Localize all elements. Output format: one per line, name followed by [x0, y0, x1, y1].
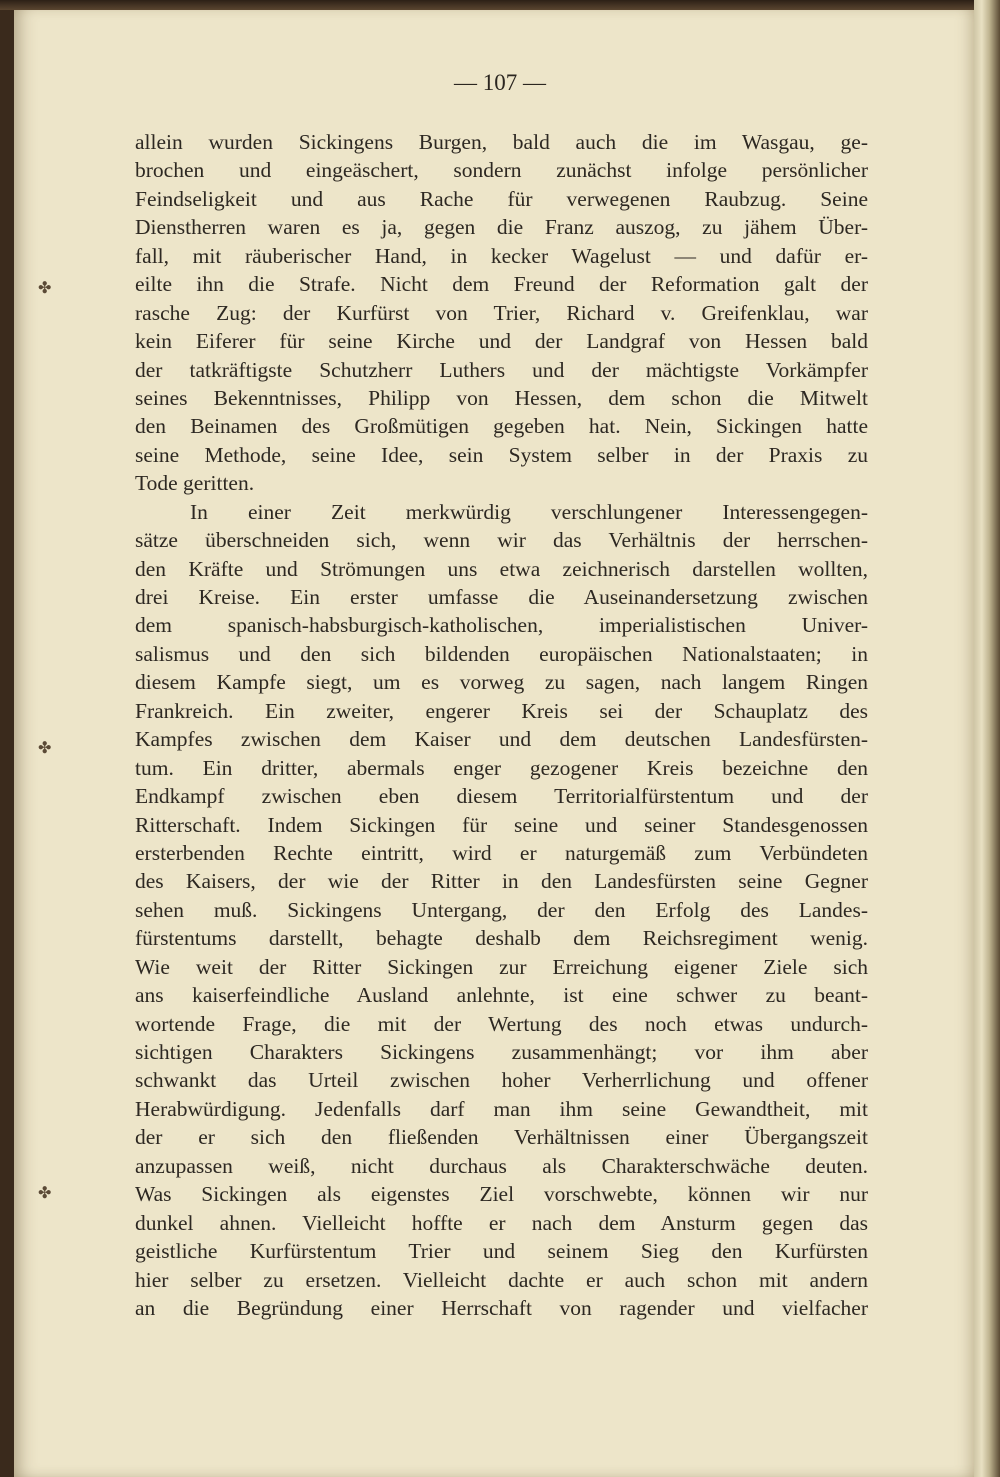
text-line: seine Methode, seine Idee, sein System selber in der Praxis zu: [135, 442, 868, 467]
text-line: brochen und eingeäschert, sondern zunächst infolge persönlicher: [135, 158, 868, 183]
text-line: Wie weit der Ritter Sickingen zur Erreichung eigener Ziele sich: [135, 954, 868, 979]
text-line: Endkampf zwischen eben diesem Territorialfürstentum und der: [135, 784, 868, 809]
body-text: [135, 128, 868, 1322]
text-line: fürstentums darstellt, behagte deshalb dem Reichsregiment wenig.: [135, 926, 868, 951]
text-line: kein Eiferer für seine Kirche und der Landgraf von Hessen bald: [135, 329, 868, 354]
text-line: Ritterschaft. Indem Sickingen für seine und seiner Standesgenossen: [135, 812, 868, 837]
book-page-edges: [974, 0, 1000, 1477]
text-line: hier selber zu ersetzen. Vielleicht dachte er auch schon mit andern: [135, 1267, 868, 1292]
text-line: an die Begründung einer Herrschaft von ragender und vielfacher: [135, 1295, 868, 1320]
text-line: In einer Zeit merkwürdig verschlungener Interessengegen-: [190, 499, 868, 524]
margin-mark-icon: ✤: [38, 1183, 52, 1202]
text-line: dunkel ahnen. Vielleicht hoffte er nach dem Ansturm gegen das: [135, 1210, 868, 1235]
text-line: geistliche Kurfürstentum Trier und seinem Sieg den Kurfürsten: [135, 1239, 868, 1264]
book-top-edge: [0, 0, 1000, 10]
text-line: sätze überschneiden sich, wenn wir das Verhältnis der herrschen-: [135, 528, 868, 553]
margin-mark-icon: ✤: [38, 738, 52, 757]
text-line: fall, mit räuberischer Hand, in kecker Wagelust — und dafür er-: [135, 243, 868, 268]
text-line: anzupassen weiß, nicht durchaus als Charakterschwäche deuten.: [135, 1153, 868, 1178]
text-line: Tode geritten.: [135, 471, 255, 496]
text-line: Kampfes zwischen dem Kaiser und dem deutschen Landesfürsten-: [135, 727, 868, 752]
text-line: Was Sickingen als eigenstes Ziel vorschwebte, können wir nur: [135, 1182, 868, 1207]
text-line: Frankreich. Ein zweiter, engerer Kreis sei der Schauplatz des: [135, 698, 868, 723]
page-number: — 107 —: [454, 70, 546, 95]
text-line: sehen muß. Sickingens Untergang, der den Erfolg des Landes-: [135, 897, 868, 922]
text-line: den Kräfte und Strömungen uns etwa zeichnerisch darstellen wollten,: [135, 556, 868, 581]
text-line: des Kaisers, der wie der Ritter in den Landesfürsten seine Gegner: [135, 869, 868, 894]
text-line: tum. Ein dritter, abermals enger gezogener Kreis bezeichne den: [135, 755, 868, 780]
text-line: allein wurden Sickingens Burgen, bald auch die im Wasgau, ge-: [135, 130, 868, 154]
text-line: ersterbenden Rechte eintritt, wird er naturgemäß zum Verbündeten: [135, 840, 868, 865]
text-line: diesem Kampfe siegt, um es vorweg zu sagen, nach langem Ringen: [135, 670, 868, 695]
text-line: Herabwürdigung. Jedenfalls darf man ihm seine Gewandtheit, mit: [135, 1096, 868, 1121]
text-line: schwankt das Urteil zwischen hoher Verherrlichung und offener: [135, 1068, 868, 1093]
text-line: Dienstherren waren es ja, gegen die Franz auszog, zu jähem Über-: [135, 215, 868, 240]
text-line: eilte ihn die Strafe. Nicht dem Freund der Reformation galt der: [135, 272, 868, 297]
text-line: dem spanisch-habsburgisch-katholischen, imperialistischen Univer-: [135, 613, 868, 638]
text-line: drei Kreise. Ein erster umfasse die Auseinandersetzung zwischen: [135, 585, 868, 609]
text-line: der tatkräftigste Schutzherr Luthers und der mächtigste Vorkämpfer: [135, 357, 868, 382]
text-line: salismus und den sich bildenden europäischen Nationalstaaten; in: [135, 641, 868, 666]
text-line: seines Bekenntnisses, Philipp von Hessen, dem schon die Mitwelt: [135, 385, 868, 410]
text-line: rasche Zug: der Kurfürst von Trier, Richard v. Greifenklau, war: [135, 300, 868, 325]
text-line: Feindseligkeit und aus Rache für verwegenen Raubzug. Seine: [135, 186, 868, 211]
text-line: ans kaiserfeindliche Ausland anlehnte, ist eine schwer zu beant-: [135, 983, 868, 1008]
text-line: der er sich den fließenden Verhältnissen einer Übergangszeit: [135, 1125, 868, 1150]
text-line: sichtigen Charakters Sickingens zusammenhängt; vor ihm aber: [135, 1040, 868, 1064]
margin-mark-icon: ✤: [38, 278, 52, 297]
text-line: den Beinamen des Großmütigen gegeben hat. Nein, Sickingen hatte: [135, 414, 868, 439]
text-line: wortende Frage, die mit der Wertung des noch etwas undurch-: [135, 1011, 868, 1036]
